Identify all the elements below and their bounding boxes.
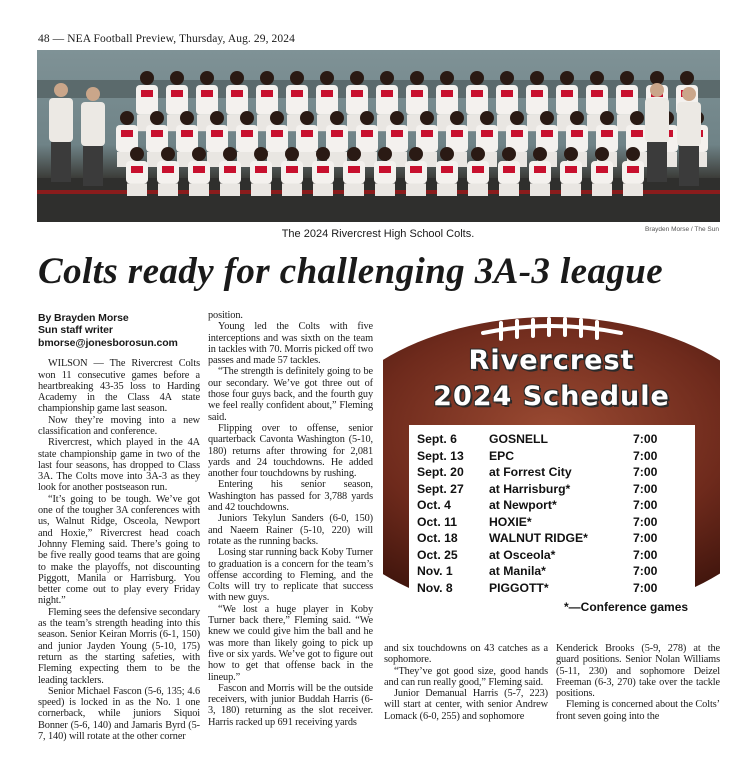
player-jersey — [206, 125, 228, 152]
schedule-row — [417, 498, 707, 515]
byline-email: bmorse@jonesborosun.com — [38, 336, 178, 349]
player-head — [240, 111, 254, 125]
game-time: 7:00 — [633, 465, 658, 479]
article-paragraph: Young led the Colts with five interceptions and was sixth on the team in tackles with 70. Morris picked off two passes and made 57 tackles. — [208, 321, 373, 367]
player-head — [285, 147, 299, 161]
game-time: 7:00 — [633, 547, 658, 562]
player-pants — [437, 184, 457, 197]
jersey-number — [421, 130, 433, 137]
coach-legs — [647, 142, 667, 182]
jersey-number — [286, 166, 298, 173]
jersey-number — [255, 166, 267, 173]
jersey-number — [391, 130, 403, 137]
player-head — [570, 111, 584, 125]
player-head — [161, 147, 175, 161]
coach-legs — [83, 146, 103, 186]
player-head — [440, 71, 454, 85]
player-head — [630, 111, 644, 125]
article-paragraph: Now they’re moving into a new classification and conference. — [38, 414, 200, 437]
player-pants — [623, 184, 643, 197]
player-head — [192, 147, 206, 161]
player-head — [533, 147, 547, 161]
player-head — [564, 147, 578, 161]
player-jersey — [466, 85, 488, 115]
player-head — [320, 71, 334, 85]
player-jersey — [176, 125, 198, 152]
player-jersey — [166, 85, 188, 115]
article-column-4 — [556, 643, 720, 722]
player-jersey — [556, 85, 578, 115]
article-paragraph: Losing star running back Koby Turner to graduation is a concern for the team’s offense according to Fleming, and the Colts will try to replicate that success with new guys. — [208, 547, 373, 604]
player-head — [120, 111, 134, 125]
photo-credit: Brayden Morse / The Sun — [645, 226, 719, 233]
player-head — [530, 71, 544, 85]
player-jersey — [256, 85, 278, 115]
player-head — [540, 111, 554, 125]
article-paragraph: Flipping over to offense, senior quarterback Cavonta Washington (5-10, 180) returns after throwing for 2,081 yards and 24 touchdowns. He added another four touchdowns by rushing. — [208, 422, 373, 480]
jersey-number — [241, 130, 253, 137]
player-head — [330, 111, 344, 125]
player-head — [595, 147, 609, 161]
jersey-number — [211, 130, 223, 137]
player-pants — [468, 184, 488, 197]
player-head — [260, 71, 274, 85]
player-jersey — [196, 85, 218, 115]
player-pants — [406, 184, 426, 197]
jersey-number — [381, 90, 393, 97]
jersey-number — [591, 90, 603, 97]
game-date: Sept. 6 — [417, 432, 457, 446]
player-head — [150, 111, 164, 125]
coach-body — [81, 102, 105, 146]
player-head — [560, 71, 574, 85]
player-head — [440, 147, 454, 161]
jersey-number — [301, 130, 313, 137]
player-pants — [375, 184, 395, 197]
jersey-number — [627, 166, 639, 173]
player-head — [502, 147, 516, 161]
schedule-row — [417, 581, 707, 598]
article-paragraph: Fleming sees the defensive secondary as the team’s strength heading into this season. Senior Keiran Morris (6-1, 150) and junior Jayden Young (5-10, 175) return as the starting safeties, with Fleming expecting them to be the leading tacklers. — [38, 606, 200, 686]
player-head — [350, 71, 364, 85]
photo-caption: The 2024 Rivercrest High School Colts. — [281, 228, 475, 240]
page-folio: 48 — NEA Football Preview, Thursday, Aug. 29, 2024 — [38, 33, 295, 45]
article-column-1 — [38, 312, 200, 742]
player-head — [500, 71, 514, 85]
article-paragraph: “We lost a huge player in Koby Turner back there,” Fleming said. “We knew we could give him the ball and he was more than likely going to pick up five or six yards. We’ve got to figure out how to get that offense back in the lineup.” — [208, 603, 373, 683]
player-head — [590, 71, 604, 85]
player-jersey — [236, 125, 258, 152]
player-jersey — [586, 85, 608, 115]
schedule-row — [417, 449, 707, 466]
schedule-graphic — [383, 317, 720, 635]
jersey-number — [503, 166, 515, 173]
game-date: Sept. 13 — [417, 448, 464, 463]
player-jersey — [616, 85, 638, 115]
jersey-number — [321, 90, 333, 97]
schedule-row — [417, 531, 707, 548]
coach-body — [677, 102, 701, 146]
byline-author: By Brayden Morse — [38, 312, 129, 324]
jersey-number — [451, 130, 463, 137]
player-head — [410, 71, 424, 85]
jersey-number — [141, 90, 153, 97]
player-jersey — [626, 125, 648, 152]
player-head — [270, 111, 284, 125]
player-head — [200, 71, 214, 85]
game-time: 7:00 — [633, 514, 658, 529]
jersey-number — [348, 166, 360, 173]
jersey-number — [317, 166, 329, 173]
game-time: 7:00 — [633, 498, 658, 512]
schedule-row — [417, 465, 707, 482]
jersey-number — [571, 130, 583, 137]
player-pants — [592, 184, 612, 197]
player-pants — [220, 184, 240, 197]
jersey-number — [351, 90, 363, 97]
player-pants — [561, 184, 581, 197]
player-pants — [189, 184, 209, 197]
game-time: 7:00 — [633, 580, 658, 595]
player-head — [360, 111, 374, 125]
jersey-number — [472, 166, 484, 173]
player-head — [380, 71, 394, 85]
article-paragraph: WILSON — The Rivercrest Colts won 11 consecutive games before a heartbreaking 43-35 loss to Harding Academy in the Class 4A state championship game last season. — [38, 358, 200, 415]
coach-legs — [679, 146, 699, 186]
byline-role: Sun staff writer — [38, 324, 113, 337]
player-pants — [530, 184, 550, 197]
player-head — [470, 71, 484, 85]
player-jersey — [296, 125, 318, 152]
player-head — [600, 111, 614, 125]
headline: Colts ready for challenging 3A-3 league — [38, 251, 664, 292]
player-jersey — [316, 85, 338, 115]
player-jersey — [346, 85, 368, 115]
article-paragraph: and six touchdowns on 43 catches as a sophomore. — [384, 643, 548, 666]
game-time: 7:00 — [633, 481, 658, 496]
jersey-number — [193, 166, 205, 173]
jersey-number — [121, 130, 133, 137]
player-head — [680, 71, 694, 85]
player-head — [130, 147, 144, 161]
game-opponent: at Harrisburg* — [489, 481, 571, 496]
jersey-number — [162, 166, 174, 173]
jersey-number — [231, 90, 243, 97]
game-opponent: HOXIE* — [489, 514, 532, 529]
article-paragraph: Kenderick Brooks (5-9, 278) at the guard positions. Senior Nolan Williams (5-11, 230) and sophomore Deizel Freeman (6-3, 270) take over the tackle positions. — [556, 643, 720, 700]
article-paragraph: Junior Demanual Harris (5-7, 223) will start at center, with senior Andrew Lomack (6-0, 255) and sophomore — [384, 688, 548, 722]
coach-body — [645, 98, 669, 142]
player-pants — [344, 184, 364, 197]
player-pants — [313, 184, 333, 197]
jersey-number — [410, 166, 422, 173]
game-time: 7:00 — [633, 432, 658, 446]
article-column-2 — [208, 310, 373, 728]
player-head — [223, 147, 237, 161]
player-head — [180, 111, 194, 125]
player-pants — [158, 184, 178, 197]
player-head — [510, 111, 524, 125]
conference-footnote: *—Conference games — [564, 600, 689, 614]
coach-legs — [51, 142, 71, 182]
game-opponent: EPC — [489, 448, 515, 463]
game-date: Oct. 18 — [417, 531, 458, 545]
article-paragraph: Senior Michael Fascon (5-6, 135; 4.6 speed) is locked in as the No. 1 one cornerback, while juniors Siquoi Bonner (5-6, 140) and Jamaris Byrd (5-7, 140) will rotate at the other corner — [38, 685, 200, 743]
game-date: Oct. 11 — [417, 514, 457, 529]
jersey-number — [361, 130, 373, 137]
schedule-title-line1: Rivercrest — [468, 345, 635, 376]
coach-head — [86, 87, 100, 101]
jersey-number — [151, 130, 163, 137]
player-head — [170, 71, 184, 85]
jersey-number — [511, 130, 523, 137]
player-head — [409, 147, 423, 161]
player-jersey — [286, 85, 308, 115]
player-head — [230, 71, 244, 85]
jersey-number — [534, 166, 546, 173]
article-paragraph: “It’s going to be tough. We’ve got one of the tougher 3A conferences with us, Walnut Ridge, Osceola, Newport and Hoxie,” Rivercrest head coach Johnny Fleming said. There’s going to be five really good teams that are going to make the playoffs, not discounting Piggott, Manila or Harrisburg. You better come out to play every Friday night.” — [38, 493, 200, 607]
player-head — [471, 147, 485, 161]
player-head — [378, 147, 392, 161]
game-time: 7:00 — [633, 564, 658, 578]
player-head — [300, 111, 314, 125]
game-date: Nov. 1 — [417, 564, 453, 578]
schedule-title-line2: 2024 Schedule — [433, 381, 670, 412]
schedule-list — [417, 432, 707, 597]
jersey-number — [471, 90, 483, 97]
player-head — [210, 111, 224, 125]
game-date: Nov. 8 — [417, 580, 453, 595]
jersey-number — [379, 166, 391, 173]
player-jersey — [406, 85, 428, 115]
game-opponent: at Newport* — [489, 498, 557, 512]
article-paragraph: “They’ve got good size, good hands and can run really good,” Fleming said. — [384, 665, 548, 688]
player-head — [480, 111, 494, 125]
player-head — [316, 147, 330, 161]
player-head — [450, 111, 464, 125]
schedule-row — [417, 432, 707, 449]
jersey-number — [131, 166, 143, 173]
jersey-number — [411, 90, 423, 97]
player-jersey — [526, 85, 548, 115]
jersey-number — [171, 90, 183, 97]
jersey-number — [481, 130, 493, 137]
game-opponent: at Manila* — [489, 564, 546, 578]
player-head — [254, 147, 268, 161]
player-pants — [282, 184, 302, 197]
coach-head — [54, 83, 68, 97]
player-head — [420, 111, 434, 125]
jersey-number — [531, 90, 543, 97]
player-jersey — [386, 125, 408, 152]
game-date: Sept. 27 — [417, 481, 464, 496]
player-head — [140, 71, 154, 85]
jersey-number — [201, 90, 213, 97]
player-pants — [251, 184, 271, 197]
player-jersey — [136, 85, 158, 115]
jersey-number — [331, 130, 343, 137]
game-time: 7:00 — [633, 448, 658, 463]
article-paragraph: “The strength is definitely going to be our secondary. We’ve got three out of those four guys back, and the fourth guy we feel really confident about,” Fleming said. — [208, 366, 373, 423]
player-jersey — [226, 85, 248, 115]
jersey-number — [501, 90, 513, 97]
jersey-number — [181, 130, 193, 137]
jersey-number — [631, 130, 643, 137]
game-opponent: GOSNELL — [489, 432, 548, 446]
player-head — [650, 71, 664, 85]
team-photo — [37, 50, 720, 222]
player-pants — [127, 184, 147, 197]
jersey-number — [291, 90, 303, 97]
coach-head — [682, 87, 696, 101]
jersey-number — [561, 90, 573, 97]
jersey-number — [224, 166, 236, 173]
jersey-number — [621, 90, 633, 97]
jersey-number — [601, 130, 613, 137]
player-jersey — [326, 125, 348, 152]
article-column-3 — [384, 643, 548, 722]
article-paragraph: Juniors Tekylun Sanders (6-0, 150) and Naeem Rainer (5-10, 220) will rotate as the running backs. — [208, 513, 373, 547]
byline — [38, 312, 200, 349]
player-head — [626, 147, 640, 161]
player-head — [290, 71, 304, 85]
schedule-row — [417, 564, 707, 581]
player-pants — [499, 184, 519, 197]
jersey-number — [596, 166, 608, 173]
jersey-number — [441, 166, 453, 173]
game-opponent: PIGGOTT* — [489, 580, 549, 595]
coach-head — [650, 83, 664, 97]
article-paragraph: Entering his senior season, Washington has passed for 3,788 yards and 42 touchdowns. — [208, 479, 373, 514]
coach-body — [49, 98, 73, 142]
player-head — [620, 71, 634, 85]
jersey-number — [271, 130, 283, 137]
jersey-number — [261, 90, 273, 97]
game-date: Oct. 25 — [417, 547, 458, 562]
game-time: 7:00 — [633, 531, 658, 545]
game-opponent: WALNUT RIDGE* — [489, 531, 588, 545]
player-head — [390, 111, 404, 125]
player-jersey — [266, 125, 288, 152]
article-paragraph: position. — [208, 310, 243, 321]
schedule-row — [417, 548, 707, 565]
player-jersey — [376, 85, 398, 115]
jersey-number — [541, 130, 553, 137]
article-paragraph: Rivercrest, which played in the 4A state championship game in two of the last four seasons, has dropped to Class 3A. The Colts move into 3A-3 as they look for another postseason run. — [38, 437, 200, 494]
player-jersey — [356, 125, 378, 152]
game-opponent: at Osceola* — [489, 547, 556, 562]
player-head — [347, 147, 361, 161]
player-jersey — [496, 85, 518, 115]
jersey-number — [565, 166, 577, 173]
player-jersey — [436, 85, 458, 115]
article-paragraph: Fleming is concerned about the Colts’ front seven going into the — [556, 699, 720, 722]
team-photo-image — [37, 50, 720, 222]
jersey-number — [441, 90, 453, 97]
schedule-row — [417, 482, 707, 499]
game-date: Sept. 20 — [417, 465, 464, 479]
game-opponent: at Forrest City — [489, 465, 572, 479]
article-paragraph: Fascon and Morris will be the outside receivers, with junior Buddah Harris (6-3, 180) returning as the slot receiver. Harris racked up 691 receiving yards — [208, 682, 373, 728]
schedule-row — [417, 515, 707, 532]
game-date: Oct. 4 — [417, 498, 451, 512]
